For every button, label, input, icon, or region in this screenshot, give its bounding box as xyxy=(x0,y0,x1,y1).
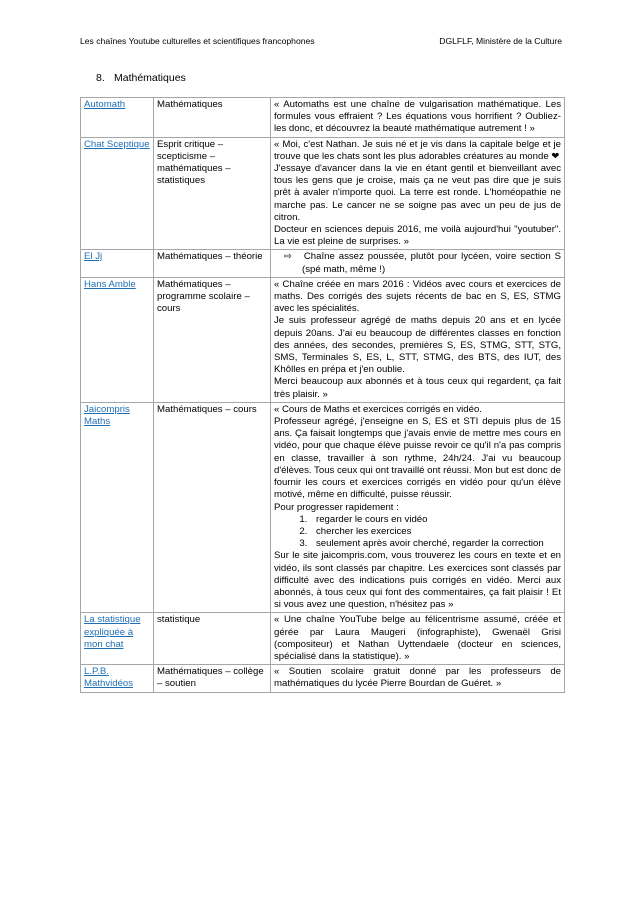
table-row xyxy=(81,277,565,402)
channel-category: Esprit critique – scepticisme – mathématiques – statistiques xyxy=(154,137,271,250)
channel-description xyxy=(271,402,565,612)
section-title-text: Mathématiques xyxy=(114,72,186,84)
header-right-text: DGLFLF, Ministère de la Culture xyxy=(439,36,562,46)
channel-description xyxy=(271,665,565,692)
table-row xyxy=(81,250,565,277)
table-row xyxy=(81,665,565,692)
description-paragraph: Je suis professeur agrégé de maths depuis 20 ans et en lycée depuis 20ans. J'ai eu beaucoup de différentes classes en fonction des années, des secondes, premières S, ES, STMG, STT, STG, SMS, Terminales S, ES, L, STT, STMG, des BTS, des IUT, des Khôlles en prépa et j'en oublie. xyxy=(274,315,561,376)
description-paragraph: Chaîne assez poussée, plutôt pour lycéen, voire section S (spé math, même !) xyxy=(302,251,561,275)
steps-list xyxy=(274,514,561,551)
channel-link[interactable]: Jaicompris Maths xyxy=(84,403,130,428)
description-paragraph: Sur le site jaicompris.com, vous trouverez les cours en texte et en vidéo, ils sont classés par chapitre. Les exercices sont classés par difficulté avec des indications puis corrigés en vidéo. Merci aux abonnés, à tous ceux qui font des commentaires, ça fait plaisir ! Et si vous avez une question, n'hésitez pas » xyxy=(274,550,561,611)
channel-link[interactable]: Hans Amble xyxy=(84,278,136,290)
section-number: 8. xyxy=(96,72,105,84)
description-paragraph: Docteur en sciences depuis 2016, me voilà aujourd'hui "youtuber". La vie est pleine de surprises. » xyxy=(274,224,561,248)
channel-link[interactable]: La statistique expliquée à mon chat xyxy=(84,614,141,650)
channels-table xyxy=(80,97,565,693)
description-paragraph: « Soutien scolaire gratuit donné par les professeurs de mathématiques du lycée Pierre Bourdan de Guéret. » xyxy=(274,666,561,690)
description-paragraph: Merci beaucoup aux abonnés et à tous ceux qui regardent, ça fait très plaisir. » xyxy=(274,376,561,400)
channel-name-cell xyxy=(81,613,154,665)
channel-description xyxy=(271,250,565,277)
channel-name-cell xyxy=(81,98,154,138)
table-row xyxy=(81,402,565,612)
channel-category: Mathématiques – théorie xyxy=(154,250,271,277)
channel-link[interactable]: Automath xyxy=(84,99,126,110)
description-paragraph: « Moi, c'est Nathan. Je suis né et je vis dans la capitale belge et je trouve que les chats sont les plus adorables créatures au monde ❤ xyxy=(274,138,561,162)
list-item: 1. regarder le cours en vidéo xyxy=(310,514,561,526)
channel-link[interactable]: L.P.B. Mathvidéos xyxy=(84,666,134,690)
channel-name-cell xyxy=(81,402,154,612)
arrow-right-icon: ⇨ xyxy=(284,251,293,263)
description-paragraph: J'essaye d'avancer dans la vie en étant gentil et bienveillant avec tous les gens que je croise, mais ça ne veut pas dire que je suis prêt à avaler n'importe quoi. La terre est ronde. L'homéopathie ne marche pas. Le cancer ne se soigne pas avec un peu de jus de citron. xyxy=(274,163,561,223)
channel-link[interactable]: Chat Sceptique xyxy=(84,138,150,150)
table-row xyxy=(81,613,565,665)
channel-category: statistique xyxy=(154,613,271,665)
channel-description xyxy=(271,137,565,250)
list-item: 3. seulement après avoir cherché, regarder la correction xyxy=(310,538,561,550)
section-title xyxy=(96,72,186,84)
channel-category: Mathématiques – programme scolaire – cours xyxy=(154,277,271,402)
table-row xyxy=(81,137,565,250)
header-left-text: Les chaînes Youtube culturelles et scientifiques francophones xyxy=(80,36,315,46)
channel-name-cell xyxy=(81,137,154,250)
channel-link[interactable]: El Jj xyxy=(84,251,103,263)
list-item: 2. chercher les exercices xyxy=(310,526,561,538)
channel-name-cell xyxy=(81,277,154,402)
description-paragraph: « Chaîne créée en mars 2016 : Vidéos avec cours et exercices de maths. Des corrigés des sujets récents de bac en S, ES, STMG avec les spécialités. xyxy=(274,278,561,315)
channel-category: Mathématiques – collège – soutien xyxy=(154,665,271,692)
channel-name-cell xyxy=(81,665,154,692)
channel-description xyxy=(271,277,565,402)
description-paragraph: Pour progresser rapidement : xyxy=(274,501,399,513)
channel-description xyxy=(271,613,565,665)
page-header xyxy=(80,36,562,46)
channel-description xyxy=(271,98,565,138)
description-bullet xyxy=(274,251,561,275)
table-row xyxy=(81,98,565,138)
description-paragraph: « Une chaîne YouTube belge au félicentrisme assumé, créée et gérée par Laura Maugeri (infographiste), Gwenaël Grisi (compositeur) et Nathan Uyttendaele (docteur en sciences, spécialisé dans la statistique). » xyxy=(274,614,561,662)
channel-name-cell xyxy=(81,250,154,277)
description-paragraph: Professeur agrégé, j'enseigne en S, ES et STI depuis plus de 15 ans. Ça faisait longtemps que j'avais envie de mettre mes cours en vidéo, pour que chaque élève puisse revoir ce qu'il n'a pas compris en classe, travailler à son rythme, 24h/24. J'ai vu beaucoup d'élèves. Tous ceux qui ont travaillé ont réussi. Mon but est donc de fournir les cours et exercices corrigés en vidéo pour qu'un élève motivé, même en difficulté, puisse réussir. xyxy=(274,416,561,501)
description-paragraph: « Cours de Maths et exercices corrigés en vidéo. xyxy=(274,403,482,415)
description-paragraph: « Automaths est une chaîne de vulgarisation mathématique. Les formules vous effraient ? Les équations vous horrifient ? Oubliez-les donc, et découvrez la beauté mathématique autrement ! » xyxy=(274,99,561,135)
channel-category: Mathématiques xyxy=(154,98,271,138)
channel-category: Mathématiques – cours xyxy=(154,402,271,612)
